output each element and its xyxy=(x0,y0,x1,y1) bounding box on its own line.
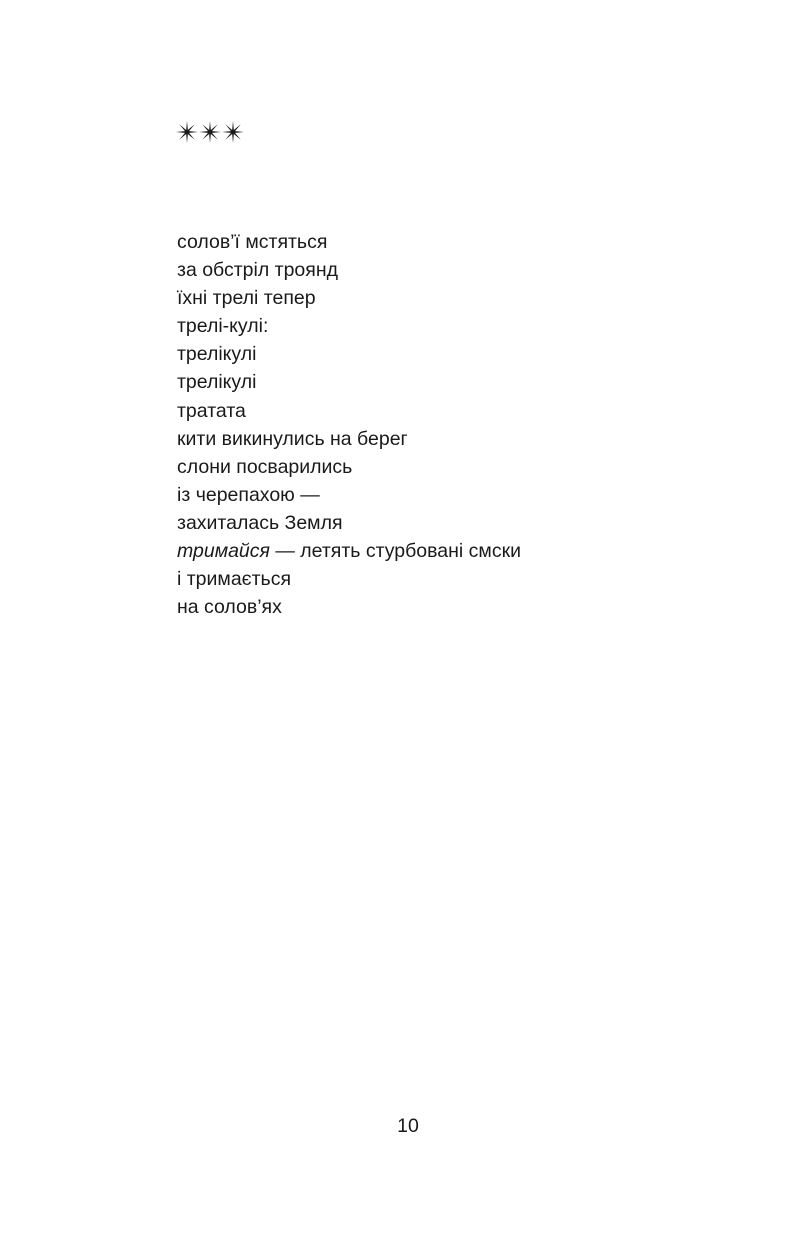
poem-line: трелі-кулі: xyxy=(177,315,269,338)
star-ornament-shape xyxy=(222,121,244,143)
poem-line: слони посварились xyxy=(177,455,353,478)
star-ornament-icon xyxy=(222,121,244,155)
poem-line: трелікулі xyxy=(177,343,257,366)
section-ornament xyxy=(176,121,244,155)
star-ornament-path xyxy=(222,121,244,143)
poem xyxy=(177,228,521,621)
star-ornament-icon xyxy=(176,121,198,155)
poem-line: на солов’ях xyxy=(177,596,282,619)
poem-line: із черепахою — xyxy=(177,483,320,506)
poem-line: тратата xyxy=(177,399,246,422)
star-ornament-path xyxy=(176,121,198,143)
poem-line: кити викинулись на берег xyxy=(177,427,408,450)
poem-line: захиталась Земля xyxy=(177,511,343,534)
page-number: 10 xyxy=(397,1115,419,1137)
star-ornament-shape xyxy=(176,121,198,143)
poem-line xyxy=(177,537,521,565)
star-ornament-path xyxy=(199,121,221,143)
poem-line: солов’ї мстяться xyxy=(177,231,328,253)
star-ornament-shape xyxy=(199,121,221,143)
poem-emphasis: тримайся xyxy=(177,540,270,563)
star-ornament-icon xyxy=(199,121,221,155)
poem-line: їхні трелі тепер xyxy=(177,287,316,310)
poem-line-rest: — летять стурбовані смски xyxy=(269,540,521,563)
poem-line: трелікулі xyxy=(177,371,257,394)
poem-line: і тримається xyxy=(177,568,292,591)
poem-line: за обстріл троянд xyxy=(177,259,338,282)
